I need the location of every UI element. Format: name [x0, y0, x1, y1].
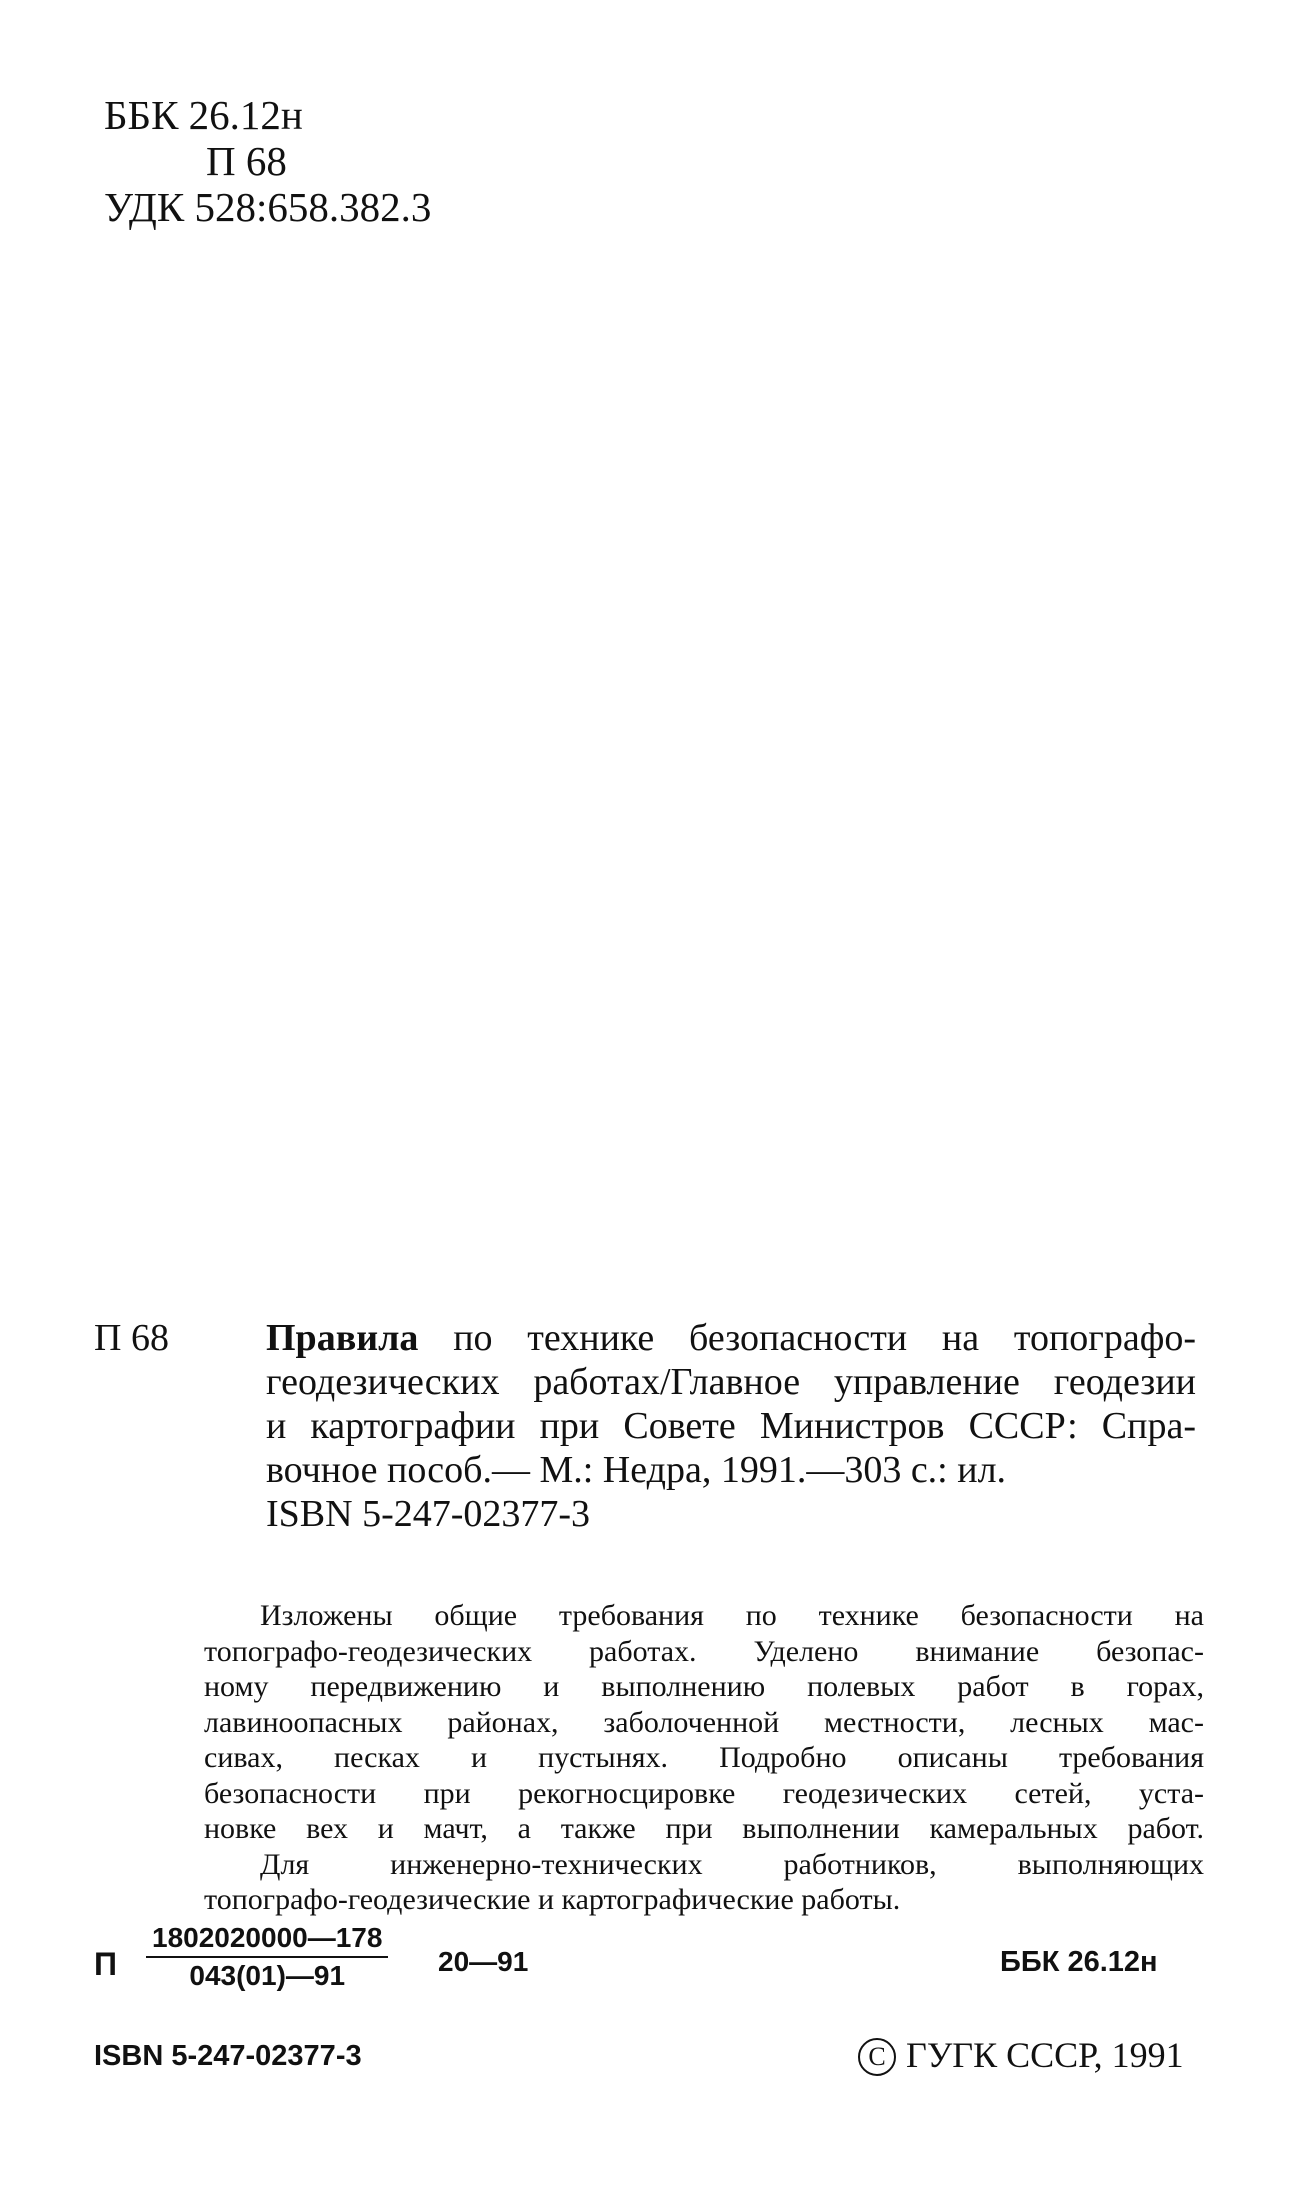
book-title: Правила — [266, 1317, 419, 1359]
audience-line: Для инженерно-технических работников, выполняющих — [260, 1847, 1204, 1881]
abstract-line: новке вех и мачт, а также при выполнении камеральных работ. — [204, 1812, 1204, 1845]
abstract-line: сивах, песках и пустынях. Подробно описаны требования — [204, 1741, 1204, 1774]
audience-line: топографо-геодезические и картографические работы. — [204, 1883, 901, 1916]
imprint-fraction — [146, 1922, 388, 1992]
card-line-1-rest: по технике безопасности на топографо- — [453, 1317, 1197, 1359]
card-author-mark: П 68 — [94, 1317, 169, 1359]
card-line-3: и картографии при Совете Министров СССР: Спра- — [266, 1405, 1196, 1447]
classification-codes — [104, 92, 431, 230]
card-line-4: вочное пособ.— М.: Недра, 1991.—303 с.: ил. — [266, 1449, 1007, 1491]
catalogue-card — [266, 1316, 1196, 1536]
imprint-letter: П — [94, 1946, 117, 1982]
abstract-line: ному передвижению и выполнению полевых работ в горах, — [204, 1670, 1204, 1703]
imprint-denominator: 043(01)—91 — [189, 1960, 346, 1991]
abstract-line: Изложены общие требования по технике безопасности на — [260, 1599, 1204, 1632]
udk-code: УДК 528:658.382.3 — [104, 184, 432, 230]
imprint-numerator: 1802020000—178 — [146, 1922, 388, 1958]
abstract-line: топографо-геодезических работах. Уделено внимание безопас- — [204, 1634, 1204, 1668]
imprint-isbn: ISBN 5-247-02377-3 — [94, 2040, 362, 2072]
copyright-notice — [858, 2034, 1184, 2076]
imprint-code: 20—91 — [438, 1946, 529, 1977]
abstract-line: безопасности при рекогносцировке геодезических сетей, уста- — [204, 1776, 1204, 1810]
abstract-line: лавиноопасных районах, заболоченной местности, лесных мас- — [204, 1705, 1204, 1739]
card-line-2: геодезических работах/Главное управление геодезии — [266, 1361, 1196, 1403]
copyright-icon: C — [858, 2038, 896, 2076]
copyright-text: ГУГК СССР, 1991 — [906, 2035, 1184, 2075]
abstract — [204, 1598, 1204, 1918]
author-mark: П 68 — [206, 138, 287, 184]
card-isbn: ISBN 5-247-02377-3 — [266, 1493, 591, 1535]
imprint-bbk: ББК 26.12н — [1000, 1946, 1158, 1978]
bbk-code: ББК 26.12н — [104, 92, 303, 138]
card-line-1 — [266, 1316, 1196, 1360]
